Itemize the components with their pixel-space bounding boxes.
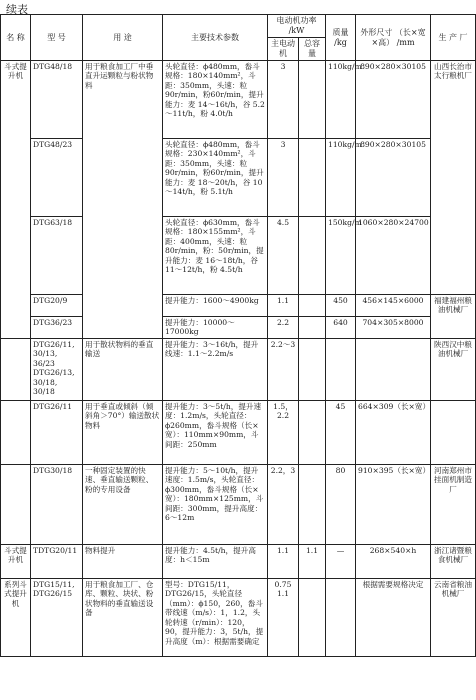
row-maker: 河南郑州市挂面机制造厂 [431,465,476,545]
row-power-main: 2.2，3 [268,465,299,545]
header-maker: 生 产 厂 [431,15,476,61]
row-use: 一种固定装置的快速、垂直输送颗粒、粉的专用设备 [83,465,163,545]
header-power-total: 总容量 [299,38,326,61]
row-model: DTG26/11, 30/13, 36/23 DTG26/13, 30/18, 30/18 [31,339,83,401]
row-power-main: 2.2～3 [268,339,299,401]
row-params: 型号：DTG15/11，DTG26/15，头轮直径（mm）：ϕ150，260，畚斗带线速（m/s）：1，1.2，头轮转速（r/min）：120，90，提升能力：3，5t/h，提升高度（m）：根据需要确定 [163,579,268,657]
row-params: 提升能力：10000～17000kg [163,317,268,339]
row-params: 提升能力：3～16t/h，提升线速：1.1～2.2m/s [163,339,268,401]
row-params: 提升能力：4.5t/h，提升高度：h＜15m [163,545,268,579]
equipment-table [0,14,476,657]
row-model: DTG48/23 [31,139,83,217]
header-model: 型 号 [31,15,83,61]
row-power-main: 0.75 1.1 [268,579,299,657]
row-power-main: 3 [268,61,299,139]
row-maker: 陕西汉中粮油机械厂 [431,339,476,401]
row-dims: 890×280×30105 [356,61,431,139]
header-params: 主要技术参数 [163,15,268,61]
row-params: 提升能力：5～10t/h，提升速度：1.5m/s，头轮直径：ϕ300mm，畚斗规格（长×宽）：180mm×125mm，斗间距：300mm，提升高度：6～12m [163,465,268,545]
row-model: DTG48/18 [31,61,83,139]
row-name: 斗式提升机 [1,61,31,339]
header-row [1,15,476,38]
row-mass: 640 [326,317,356,339]
table-row [1,317,476,339]
row-maker: 福建福州粮油机械厂 [431,295,476,339]
row-name: 系列斗式提升机 [1,579,31,657]
row-power-main: 3 [268,139,299,217]
header-power-main: 主电动机 [268,38,299,61]
row-maker: 云南省粮油机械厂 [431,579,476,657]
table-row [1,465,476,545]
row-dims: 704×305×8000 [356,317,431,339]
row-use: 物料提升 [83,545,163,579]
table-row [1,61,476,139]
row-mass: 110kg/m [326,61,356,139]
row-power-main: 1.1 [268,295,299,317]
row-dims: 1060×280×24700 [356,217,431,295]
header-mass: 质量 /kg [326,15,356,61]
row-maker: 山西长治市太行粮机厂 [431,61,476,295]
row-power-main: 4.5 [268,217,299,295]
row-dims: 456×145×6000 [356,295,431,317]
row-mass: 80 [326,465,356,545]
row-use: 用于散状物料的垂直输送 [83,339,163,401]
row-model: DTG15/11, DTG26/15 [31,579,83,657]
row-model: DTG36/23 [31,317,83,339]
row-power-main: 2.2 [268,317,299,339]
row-dims: 268×540×h [356,545,431,579]
row-mass: 110kg/m [326,139,356,217]
table-row [1,401,476,465]
table-row [1,579,476,657]
table-row [1,295,476,317]
row-dims: 664×309（长×宽） [356,401,431,465]
row-power-main: 1.1 [268,545,299,579]
row-name: 斗式提升机 [1,545,31,579]
row-mass: 450 [326,295,356,317]
row-mass: 150kg/m [326,217,356,295]
row-dims: 890×280×30105 [356,139,431,217]
row-power-main: 1.5，2.2 [268,401,299,465]
row-params: 头轮直径：ϕ480mm，畚斗规格：230×140mm²，斗距：350mm，头速：粒90r/min，粉60r/min，提升能力：麦 18～20t/h，谷 10～14t/h，粉 5.1t/h [163,139,268,217]
row-use: 用于粮食加工厂、仓库、颗粒、块状、粉状物料的垂直输送设备 [83,579,163,657]
table-row [1,217,476,295]
header-power: 电动机功率 /kW [268,15,326,38]
row-use: 用于垂直或倾斜（倾斜角＞70°）输送散状物料 [83,401,163,465]
header-name: 名 称 [1,15,31,61]
row-maker: 浙江诸暨粮食机械厂 [431,545,476,579]
row-params: 头轮直径：ϕ480mm，畚斗规格：180×140mm²，斗距：350mm，头速：粒90r/min，粉60r/min，提升能力：麦 14～16t/h，谷 5.2～11t/h，粉 4.0t/h [163,61,268,139]
header-use: 用 途 [83,15,163,61]
row-mass: 45 [326,401,356,465]
row-use: 用于粮食加工厂中垂直升运颗粒与粉状物料 [83,61,163,339]
row-mass: — [326,545,356,579]
row-model: DTG20/9 [31,295,83,317]
row-params: 头轮直径：ϕ630mm，畚斗规格：180×155mm²，斗距：400mm，头速：粒80r/min，粉：50r/min，提升能力：麦 16～18t/h，谷 11～12t/h，粉 4.5t/h [163,217,268,295]
row-dims: 根据需要规格决定 [356,579,431,657]
table-row [1,139,476,217]
row-model: TDTG20/11 [31,545,83,579]
header-dims: 外形尺寸 （长×宽×高） /mm [356,15,431,61]
continued-label: 续表 [6,3,28,16]
table-row [1,339,476,401]
row-model: DTG26/11 [31,401,83,465]
table-row [1,545,476,579]
row-model: DTG63/18 [31,217,83,295]
row-power-total: 1.1 [299,545,326,579]
row-params: 提升能力：1600～4900kg [163,295,268,317]
row-params: 提升能力：3～5t/h，提升速度：1.2m/s，头轮直径：ϕ260mm，畚斗规格（长×宽）：110mm×90mm，斗间距：250mm [163,401,268,465]
row-model: DTG30/18 [31,465,83,545]
row-dims: 910×395（长×宽） [356,465,431,545]
